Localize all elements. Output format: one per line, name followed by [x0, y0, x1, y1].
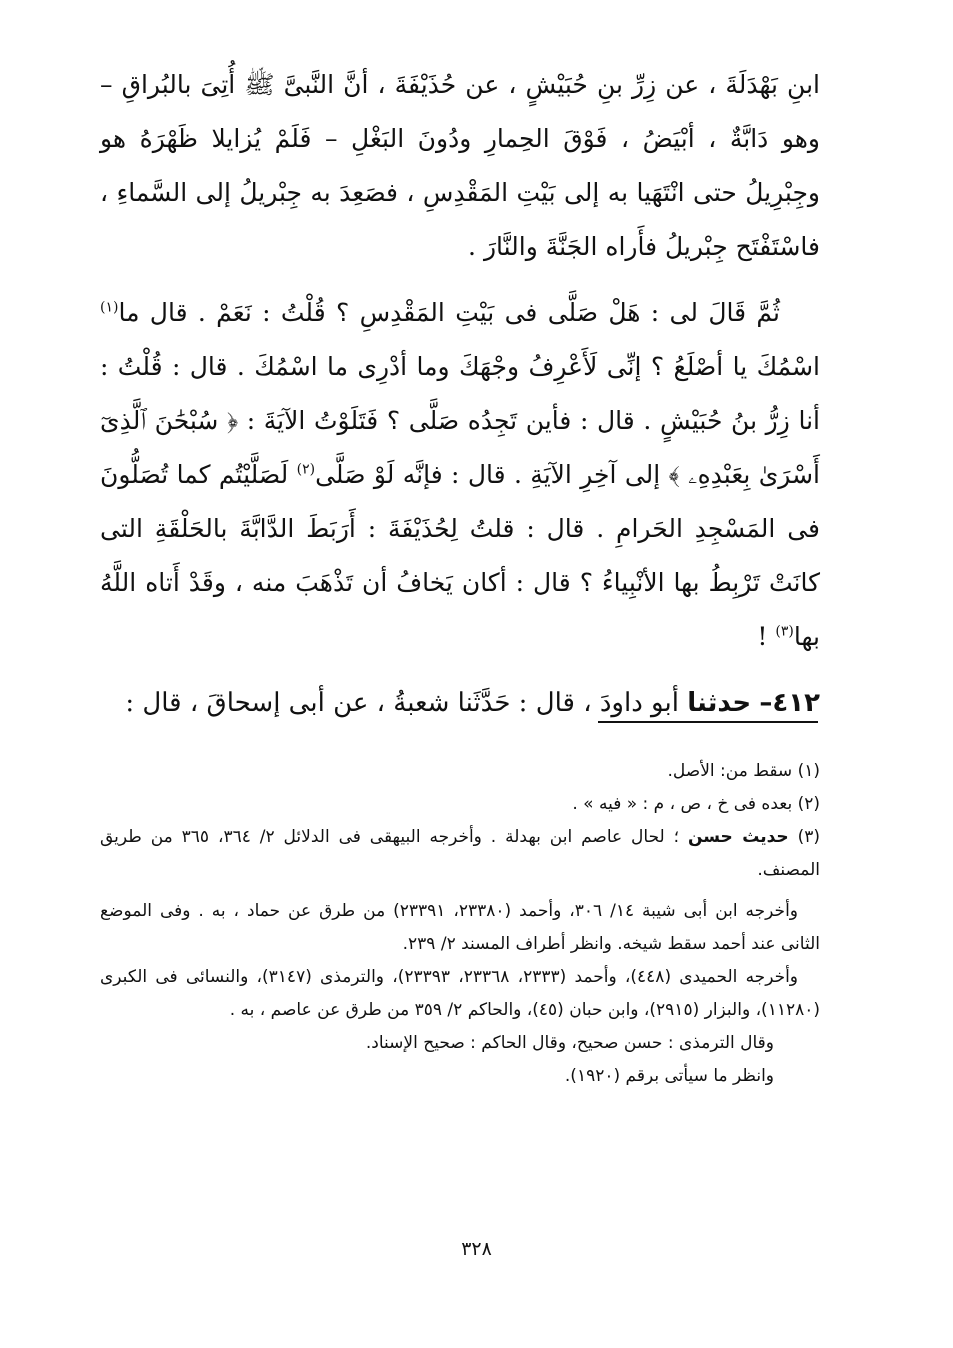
paragraph-2-part-a: ثُمَّ قَالَ لى : هَلْ صَلَّى فى بَيْتِ المَقْدِسِ ؟ قُلْتُ : نَعَمْ . قال ما — [118, 298, 780, 327]
main-text — [100, 58, 820, 730]
paragraph-1: ابنِ بَهْدَلَةَ ، عن زِرِّ بنِ حُبَيْشٍ ، عن حُذَيْفَةَ ، أنَّ النَّبىَّ ﷺ أُتِىَ بالبُراقِ – وهو دَابَّةٌ ، أبْيَضُ ، فَوْقَ الحِمارِ ودُونَ البَغْلِ – فَلَمْ يُزايلا ظَهْرَهُ هو وجِبْرِيلُ حتى انْتَهَيا به إلى بَيْتِ المَقْدِسِ ، فصَعِدَ به جِبْريلُ إلى السَّماءِ ، فاسْتَفْتَح جِبْريلُ فأَراه الجَنَّةَ والنَّارَ . — [100, 70, 820, 261]
footnote-separator — [598, 721, 818, 723]
paragraph-2-part-b: اسْمُكَ يا أصْلَعُ ؟ إنِّى لَأَعْرِفُ وجْهَكَ وما أدْرِى ما اسْمُكَ . قال : قُلْتُ : أنا زِرُّ بنُ حُبَيْشٍ . قال : فأين تَجِدُه صَلَّى ؟ فَتَلَوْتُ الآيَةَ : ﴿ سُبْحَٰنَ ٱلَّذِىٓ أَسْرَىٰ بِعَبْدِهِۦ ﴾ إلى آخِرِ الآيَةِ . قال : فإنَّه لَوْ صَلَّى — [100, 352, 820, 489]
footnote-3-source-4: وانظر ما سيأتى برقم (١٩٢٠). — [564, 1066, 774, 1086]
paragraph-2-end: ! — [757, 622, 776, 651]
paragraph-2-part-c: لَصَلَّيْتُم كما تُصَلُّونَ فى المَسْجِدِ الحَرامِ . قال : قلتُ لِحُذَيْفَةَ : أَرَبَطَ الدَّابَّةَ بالحَلْقَةِ التى كانَتْ تَرْبِطُ بها الأنْبِياءُ ؟ قال : أكان يَخافُ أن تَذْهَبَ منه ، وقَدْ أَتاه اللَّهُ بها — [100, 460, 820, 651]
hadith-number: ٤١٢– — [759, 688, 820, 718]
footnote-3-number: (٣) — [788, 827, 820, 847]
paragraph-2 — [100, 286, 820, 664]
footnote-3-source-2: وأخرجه الحميدى (٤٤٨)، وأحمد (٢٣٣٣، ٢٣٣٦٨، ٢٣٣٩٣)، والترمذى (٣١٤٧)، والنسائى فى الكبرى (١١٢٨٠)، والبزار (٢٩١٥)، وابن حبان (٤٥)، والحاكم ٢/ ٣٥٩ من طرق عن عاصم ، به . — [100, 967, 820, 1020]
footnote-3-text: ؛ لحال عاصم ابن بهدلة . وأخرجه البيهقى فى الدلائل ٢/ ٣٦٤، ٣٦٥ من طريق المصنف. — [100, 827, 820, 880]
footnote-3 — [100, 821, 820, 887]
footnote-3-source-3: وقال الترمذى : حسن صحيح، وقال الحاكم : صحيح الإسناد. — [365, 1033, 774, 1053]
page-number: ٣٢٨ — [461, 1238, 492, 1260]
footnote-2: (٢) بعده فى خ ، ص ، م : « فيه » . — [572, 794, 820, 814]
footnote-ref-1[interactable]: (١) — [100, 299, 119, 316]
footnote-ref-2[interactable]: (٢) — [296, 461, 316, 478]
footnotes — [100, 755, 820, 1093]
hadith-heading: حدثنا — [687, 688, 752, 718]
footnote-1: (١) سقط من: الأصل. — [667, 761, 820, 781]
footnote-3-grading: حديث حسن — [687, 827, 789, 847]
footnote-ref-3[interactable]: (٣) — [775, 623, 794, 640]
footnote-3-source-1: وأخرجه ابن أبى شيبة ١٤/ ٣٠٦، وأحمد (٢٣٣٨٠، ٢٣٣٩١) من طرق عن حماد ، به . وفى الموضع الثانى عند أحمد سقط شيخه. وانظر أطراف المسند ٢/ ٢٣٩. — [100, 901, 820, 954]
hadith-opening-text: أبو داودَ ، قال : حَدَّثَنا شعبةُ ، عن أبى إسحاقَ ، قال : — [125, 688, 688, 718]
